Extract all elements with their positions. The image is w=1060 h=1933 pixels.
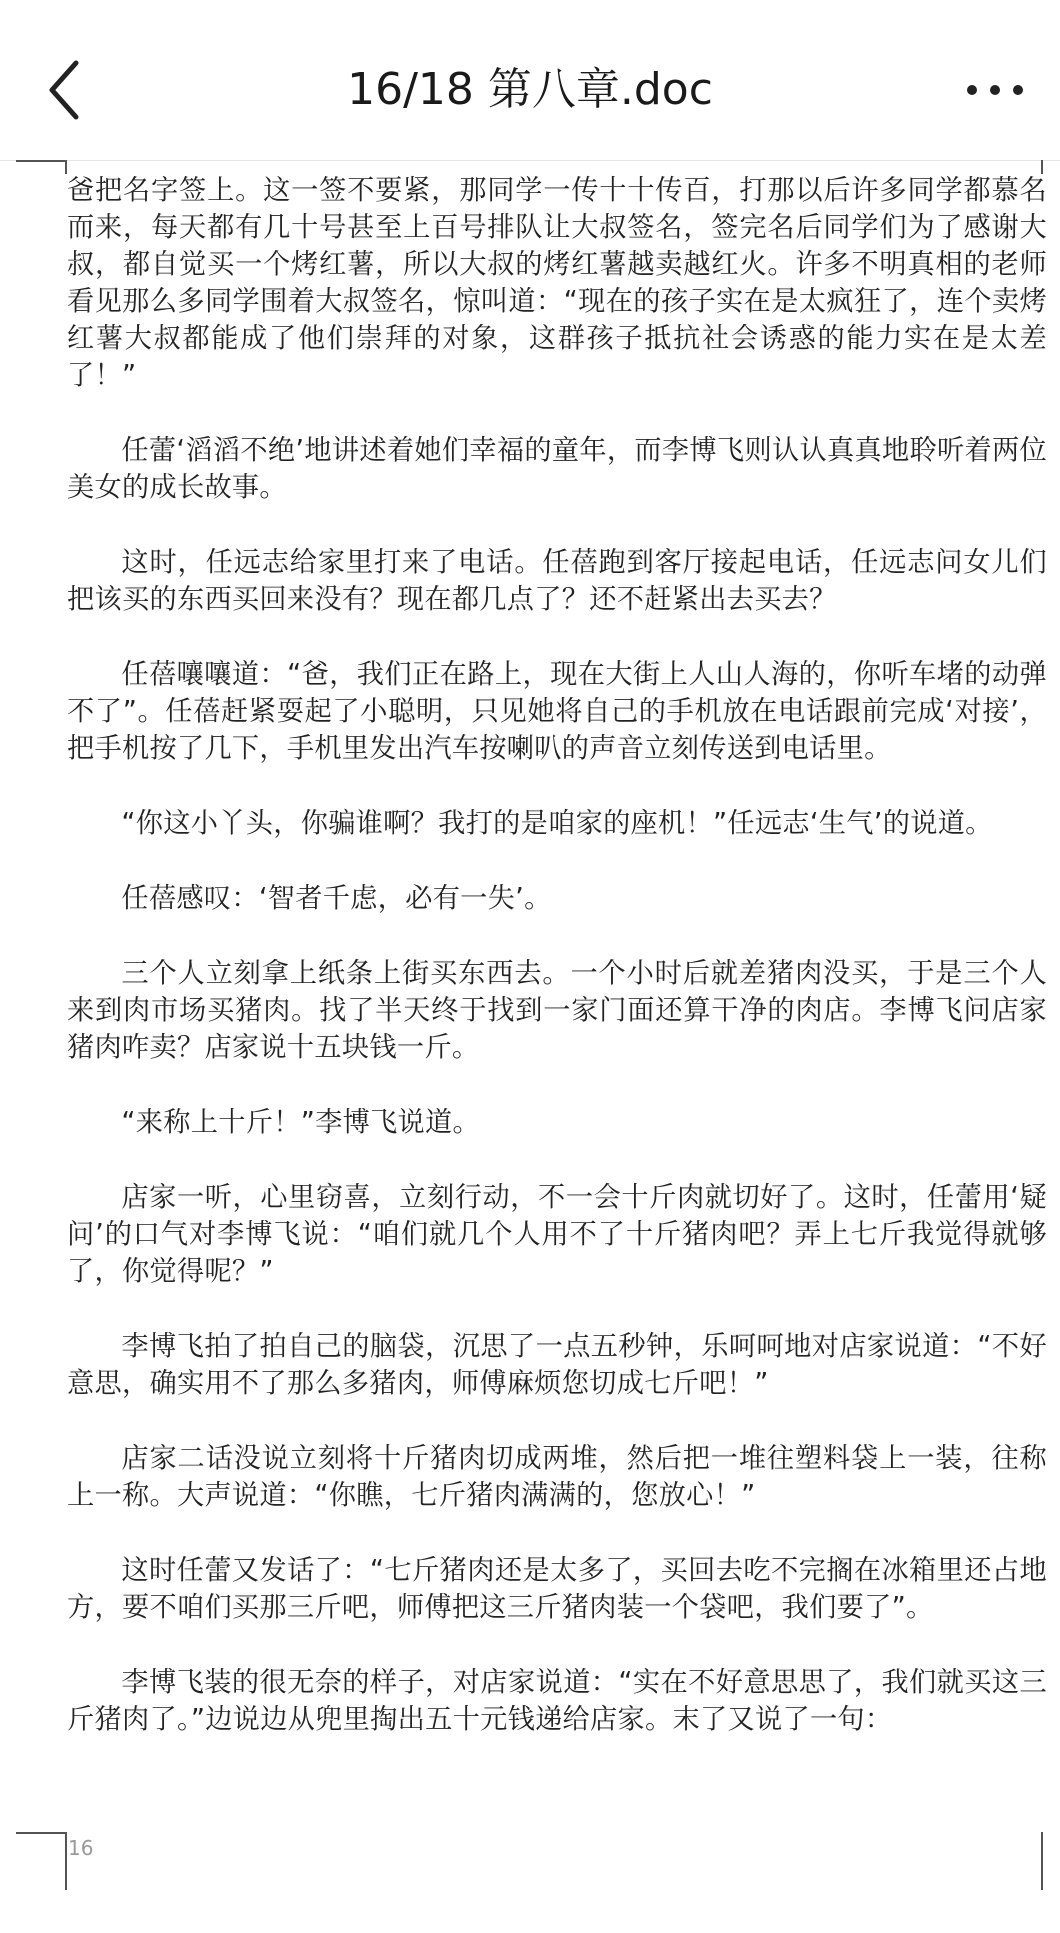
paragraph: 任蕾‘滔滔不绝’地讲述着她们幸福的童年，而李博飞则认认真真地聆听着两位美女的成长故事。 xyxy=(67,435,1047,503)
crop-mark-bottom-left xyxy=(16,1832,68,1892)
back-button[interactable] xyxy=(40,55,90,125)
more-button[interactable] xyxy=(960,70,1030,110)
document-title: 16/18 第八章.doc xyxy=(347,64,713,115)
paragraph: “你这小丫头，你骗谁啊？我打的是咱家的座机！”任远志‘生气’的说道。 xyxy=(121,808,993,839)
crop-mark-top-left xyxy=(16,160,68,174)
paragraph: 李博飞装的很无奈的样子，对店家说道：“实在不好意思思了，我们就买这三斤猪肉了。”边说边从兜里掏出五十元钱递给店家。末了又说了一句： xyxy=(67,1667,1047,1735)
document-body xyxy=(67,172,1047,1776)
chevron-left-icon xyxy=(40,55,90,125)
paragraph: 这时，任远志给家里打来了电话。任蓓跑到客厅接起电话，任远志问女儿们把该买的东西买回来没有？现在都几点了？还不赶紧出去买去？ xyxy=(67,547,1047,615)
paragraph: 爸把名字签上。这一签不要紧，那同学一传十十传百，打那以后许多同学都慕名而来，每天都有几十号甚至上百号排队让大叔签名，签完名后同学们为了感谢大叔，都自觉买一个烤红薯，所以大叔的烤红薯越卖越红火。许多不明真相的老师看见那么多同学围着大叔签名，惊叫道：“现在的孩子实在是太疯狂了，连个卖烤红薯大叔都能成了他们崇拜的对象，这群孩子抵抗社会诱惑的能力实在是太差了！” xyxy=(67,175,1047,391)
paragraph: “来称上十斤！”李博飞说道。 xyxy=(121,1107,481,1138)
paragraph: 任蓓感叹：‘智者千虑，必有一失’。 xyxy=(121,883,552,914)
paragraph: 这时任蕾又发话了：“七斤猪肉还是太多了，买回去吃不完搁在冰箱里还占地方，要不咱们买那三斤吧，师傅把这三斤猪肉装一个袋吧，我们要了”。 xyxy=(67,1555,1047,1623)
top-bar xyxy=(0,0,1060,161)
paragraph: 店家一听，心里窃喜，立刻行动，不一会十斤肉就切好了。这时，任蕾用‘疑问’的口气对李博飞说：“咱们就几个人用不了十斤猪肉吧？弄上七斤我觉得就够了，你觉得呢？” xyxy=(67,1182,1047,1287)
paragraph: 三个人立刻拿上纸条上街买东西去。一个小时后就差猪肉没买，于是三个人来到肉市场买猪肉。找了半天终于找到一家门面还算干净的肉店。李博飞问店家猪肉咋卖？店家说十五块钱一斤。 xyxy=(67,958,1047,1063)
paragraph: 任蓓嚷嚷道：“爸，我们正在路上，现在大街上人山人海的，你听车堵的动弹不了”。任蓓赶紧耍起了小聪明，只见她将自己的手机放在电话跟前完成‘对接’，把手机按了几下，手机里发出汽车按喇叭的声音立刻传送到电话里。 xyxy=(67,659,1047,764)
paragraph: 李博飞拍了拍自己的脑袋，沉思了一点五秒钟，乐呵呵地对店家说道：“不好意思，确实用不了那么多猪肉，师傅麻烦您切成七斤吧！” xyxy=(67,1331,1047,1399)
crop-mark-bottom-right xyxy=(1040,1832,1054,1892)
page-number: 16 xyxy=(68,1836,94,1860)
more-horizontal-icon xyxy=(960,70,1030,110)
paragraph: 店家二话没说立刻将十斤猪肉切成两堆，然后把一堆往塑料袋上一装，往称上一称。大声说道：“你瞧，七斤猪肉满满的，您放心！” xyxy=(67,1443,1047,1511)
